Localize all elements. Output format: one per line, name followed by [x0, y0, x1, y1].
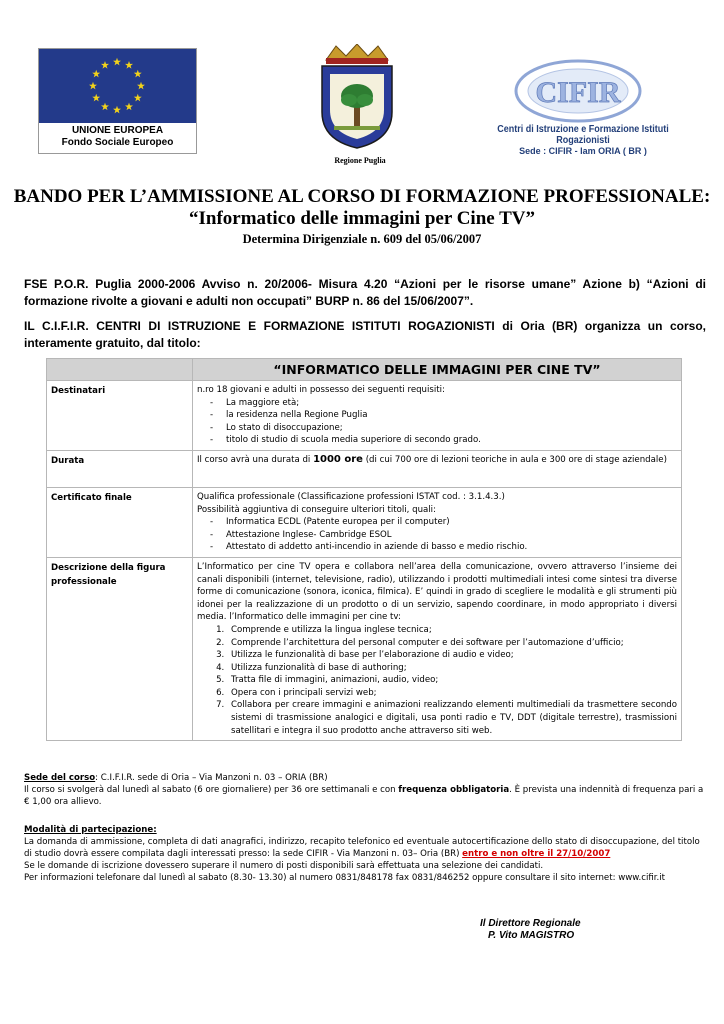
list-item: 7. Collabora per creare immagini e animazioni realizzando elementi multimediali da trasmettere secondo sistemi di trasmissione analogici e digitali, usa ponti radio e TV, DDT (digitale terrestre), trasmissioni satellitari e integra il suo prodotto anche attraverso siti web.	[227, 699, 677, 737]
descrizione-value	[193, 557, 682, 740]
cifir-subtitle: Sede : CIFIR - lam ORIA ( BR )	[519, 146, 647, 156]
table-row	[47, 450, 682, 487]
list-item: 5. Tratta file di immagini, animazioni, audio, video;	[227, 674, 677, 687]
eu-star-icon	[134, 70, 142, 78]
cifir-emblem-icon	[478, 58, 678, 124]
destinatari-intro: n.ro 18 giovani e adulti in possesso dei seguenti requisiti:	[197, 385, 445, 395]
eu-star-icon	[89, 82, 97, 90]
eu-logo-line2: Fondo Sociale Europeo	[61, 137, 174, 148]
list-item: - la residenza nella Regione Puglia	[210, 409, 677, 422]
certificato-value	[193, 487, 682, 557]
list-item: - Attestato di addetto anti-incendio in aziende di basso e medio rischio.	[210, 541, 677, 554]
table-row	[47, 487, 682, 557]
sede-label: Sede del corso	[24, 773, 96, 783]
course-title: “Informatico delle immagini per Cine TV”	[188, 208, 536, 229]
course-details-table	[46, 358, 682, 741]
director-role: Il Direttore Regionale	[480, 918, 581, 929]
modalita-deadline: entro e non oltre il 27/10/2007	[462, 849, 611, 859]
eu-star-icon	[125, 103, 133, 111]
eu-star-icon	[101, 61, 109, 69]
sede-schedule	[24, 784, 708, 808]
destinatari-label: Destinatari	[47, 381, 193, 451]
modalita-section	[24, 824, 708, 884]
eu-star-icon	[101, 103, 109, 111]
table-header-row	[47, 359, 682, 381]
cifir-paragraph: IL C.I.F.I.R. CENTRI DI ISTRUZIONE E FORMAZIONE ISTITUTI ROGAZIONISTI di Oria (BR) organizza un corso, interamente gratuito, dal titolo:	[24, 319, 706, 350]
signature-block	[480, 918, 620, 942]
fse-paragraph: FSE P.O.R. Puglia 2000-2006 Avviso n. 20/2006- Misura 4.20 “Azioni per le risorse umane” Azione b) “Azioni di formazione rivolte a giovani e adulti non occupati” BURP n. 86 del 15/06/2007”.	[24, 277, 706, 308]
certificato-line1: Qualifica professionale (Classificazione professioni ISTAT cod. : 3.1.4.3.)	[197, 491, 505, 502]
sede-schedule-post: . È prevista una indennità di frequenza pari a € 1,00 ora allievo.	[24, 785, 704, 807]
sede-schedule-pre: Il corso si svolgerà dal lunedì al sabato (6 ore giornaliere) per 36 ore settimanali e con	[24, 785, 399, 795]
table-row	[47, 557, 682, 740]
modalita-text	[24, 836, 708, 860]
eu-star-icon	[92, 94, 100, 102]
list-item: 1. Comprende e utilizza la lingua inglese tecnica;	[227, 624, 677, 637]
sede-frequency: frequenza obbligatoria	[398, 785, 510, 795]
descrizione-text: L’Informatico per cine TV opera e collabora nell’area della comunicazione, ovvero attraverso l’insieme dei canali disponibili (internet, televisione, radio), utilizzando i prodotti multimediali intesi come sintesi tra diverse forme di comunicazione (sonora, iconica, filmica). E’ quindi in grado di scegliere le modalità e gli strumenti più idonei per la realizzazione di un prodotto o di un servizio, sapendo coordinare, in modo appropriato i diversi media. l’Informatico delle immagini per cine tv:	[197, 561, 677, 623]
regione-puglia-crest-icon	[314, 44, 400, 150]
durata-post: (di cui 700 ore di lezioni teoriche in aula e 300 ore di stage aziendale)	[362, 454, 667, 465]
eu-flag-icon	[39, 49, 196, 123]
sede-text: : C.I.F.I.R. sede di Oria – Via Manzoni n. 03 – ORIA (BR)	[95, 773, 328, 783]
list-item: - La maggiore età;	[210, 397, 677, 410]
durata-value	[193, 450, 682, 487]
list-item: 2. Comprende l’architettura del personal computer e dei software per l’automazione d’ufficio;	[227, 637, 677, 650]
director-name: P. Vito MAGISTRO	[488, 930, 575, 941]
list-item: 3. Utilizza le funzionalità di base per l’elaborazione di audio e video;	[227, 649, 677, 662]
destinatari-value	[193, 381, 682, 451]
list-item: 4. Utilizza funzionalità di base di authoring;	[227, 662, 677, 675]
table-row	[47, 381, 682, 451]
cifir-title: Centri di Istruzione e Formazione Istituti Rogazionisti	[497, 124, 669, 146]
eu-star-icon	[137, 82, 145, 90]
regione-puglia-caption: Regione Puglia	[334, 156, 386, 165]
certificato-line2: Possibilità aggiuntiva di conseguire ulteriori titoli, quali:	[197, 504, 436, 515]
eu-star-icon	[113, 58, 121, 66]
list-item: - titolo di studio di scuola media superiore di secondo grado.	[210, 434, 677, 447]
sede-section	[24, 772, 708, 808]
cifir-logo-text: CIFIR	[535, 76, 621, 109]
list-item: - Lo stato di disoccupazione;	[210, 422, 677, 435]
durata-label: Durata	[47, 450, 193, 487]
modalita-info: Per informazioni telefonare dal lunedì al sabato (8.30- 13.30) al numero 0831/848178 fax 0831/846252 oppure consultare il sito internet: www.cifir.it	[24, 873, 666, 883]
modalita-selection: Se le domande di iscrizione dovessero superare il numero di posti disponibili sarà effettuata una selezione dei candidati.	[24, 861, 544, 871]
document-title: BANDO PER L’AMMISSIONE AL CORSO DI FORMAZIONE PROFESSIONALE:	[13, 186, 711, 207]
table-heading: “INFORMATICO DELLE IMMAGINI PER CINE TV”	[193, 359, 682, 381]
eu-star-icon	[113, 106, 121, 114]
determina-line: Determina Dirigenziale n. 609 del 05/06/2007	[242, 232, 482, 246]
modalita-label: Modalità di partecipazione:	[24, 825, 157, 835]
eu-star-icon	[92, 70, 100, 78]
eu-star-icon	[125, 61, 133, 69]
durata-pre: Il corso avrà una durata di	[197, 454, 314, 465]
eu-star-icon	[134, 94, 142, 102]
modalita-text-pre: La domanda di ammissione, completa di dati anagrafici, indirizzo, recapito telefonico ed eventuale autocertificazione dello stato di disoccupazione, del titolo di studio dovrà essere compilata dagli interessati presso: la sede CIFIR - Via Manzoni n. 03– Oria (BR)	[24, 837, 700, 859]
table-header-blank	[47, 359, 193, 381]
durata-hours: 1000 ore	[313, 453, 363, 465]
eu-logo	[38, 48, 197, 154]
list-item: 6. Opera con i principali servizi web;	[227, 687, 677, 700]
certificato-label: Certificato finale	[47, 487, 193, 557]
sede-line	[24, 772, 708, 784]
eu-logo-line1: UNIONE EUROPEA	[71, 125, 164, 136]
descrizione-label: Descrizione della figura professionale	[47, 557, 193, 740]
list-item: - Informatica ECDL (Patente europea per il computer)	[210, 516, 677, 529]
list-item: - Attestazione Inglese- Cambridge ESOL	[210, 529, 677, 542]
